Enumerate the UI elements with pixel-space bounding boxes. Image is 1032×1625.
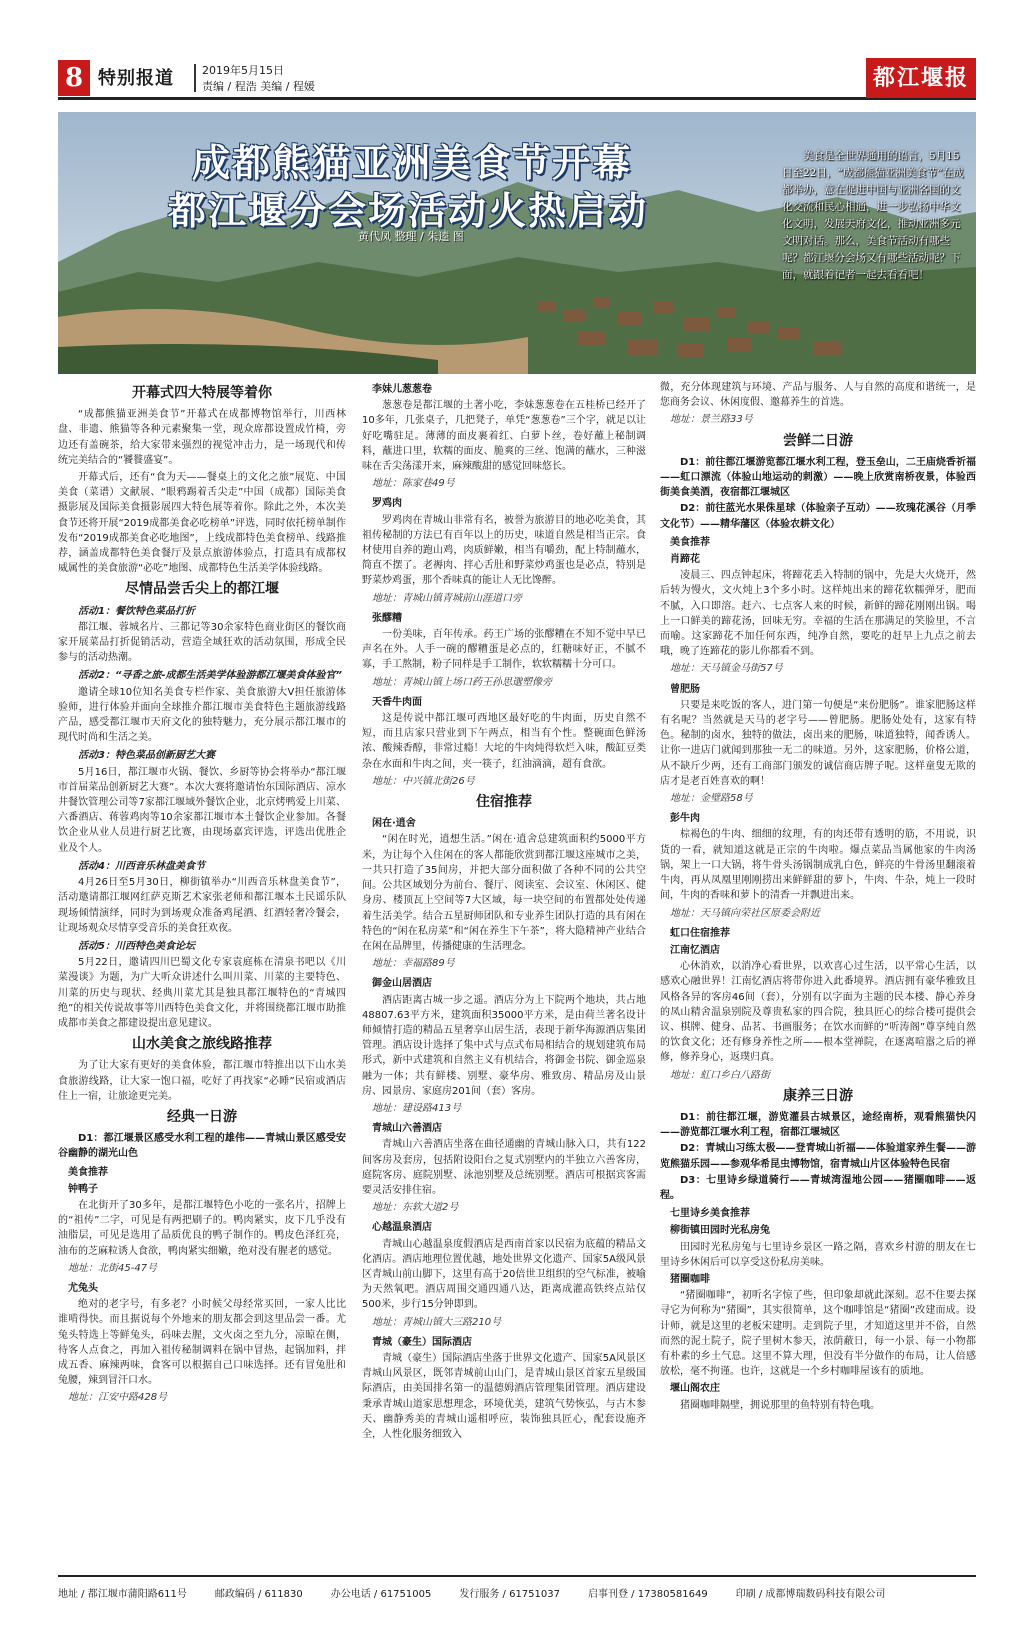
activity-title: 活动2：“寻香之旅-成都生活美学体验游都江堰美食体验官”	[78, 670, 342, 682]
hotel-name: 御金山居酒店	[372, 978, 432, 990]
itinerary-day: D1：前往都江堰，游览灌县古城景区，途经南桥，观看熊猫快闪——游览都江堰水利工程，宿都江堰城区	[660, 1111, 976, 1139]
paragraph: 邀请全球10位知名美食专栏作家、美食旅游大V担任旅游体验师，进行体验并面向全球推介都江堰市美食特色主题旅游线路产品，感受都江堰市天府文化的独特魅力，充分展示都江堰市的现代时尚和生活之美。	[58, 686, 346, 744]
section-heading: 住宿推荐	[476, 794, 532, 811]
footer-service-phone: 发行服务 / 61751037	[459, 1589, 560, 1600]
hotel-name: 青城山六善酒店	[372, 1123, 442, 1135]
intro-paragraph: 美食是全世界通用的语言，5月15日至22日，“成都熊猫亚洲美食节”在成都举办，意在促进中国与亚洲各国的文化交流和民心相通，进一步弘扬中华文化文明，发展天府文化，推动亚洲多元文明对话。那么，美食节活动有哪些呢？都江堰分会场又有哪些活动呢？下面，就跟着记者一起去看看吧！	[782, 150, 964, 281]
section-heading: 山水美食之旅线路推荐	[132, 1036, 272, 1053]
footer-printer: 印刷 / 成都博瑞数码科技有限公司	[735, 1589, 886, 1600]
paragraph: 一份美味，百年传承。药王广场的张醪糟在不知不觉中早已声名在外。人手一碗的醪糟蛋是必点的，红糖味好正，不腻不寡，手工熬制，粉子同样是手工制作，软软糯糯十分可口。	[362, 629, 646, 671]
column-2	[362, 380, 646, 1470]
dish-name: 柳街镇田园时光私房兔	[670, 1225, 770, 1237]
header-meta	[202, 63, 315, 95]
section-heading: 尝鲜二日游	[783, 432, 853, 449]
dish-name: 猪圈咖啡	[670, 1273, 710, 1285]
subheading: 美食推荐	[68, 1166, 108, 1178]
paragraph: 青城（豪生）国际酒店坐落于世界文化遗产、国家5A风景区青城山风景区，既邻青城前山山门，是青城山景区首家五星级国际酒店，由美国排名第一的温德姆酒店管理集团管理。酒店建设秉承青城山道家思想理念，环境优美，建筑气势恢弘，与古木参天、幽静秀美的青城山遥相呼应，装饰独具匠心，配套设施齐全，人性化服务细致入	[362, 1352, 646, 1440]
page-number: 8	[58, 60, 90, 96]
address: 地址：景兰路33号	[670, 414, 753, 426]
paragraph: “闲在时光，逍想生活。”闲在·逍舍总建筑面积约5000平方米，为让每个入住闲在的客人都能欣赏到都江堰这座城市之美，一共只打造了35间房，并把大部分面积做了各种不同的公共空间。公共区域划分为前台、餐厅、阅读室、会议室、休闲区、健身房、楼顶瓦上空间等7大区域，每一块空间的布置都处处传递着生活美学。结合五星厨师团队和专业养生团队打造的具有闲在特色的“闲在私房菜”和“闲在养生下午茶”，将大隐精神产业结合在闲在品牌里，传播健康的生活理念。	[362, 834, 646, 952]
byline: 黄代凤 整理 / 朱逵 图	[358, 230, 464, 243]
paragraph: 绝对的老字号，有多老？小时候父母经常买回，一家人比比谁啃得快。而且据说每个外地来的朋友都会到这里品尝一番。尤兔头特选上等鲜兔头，码味去腥，文火卤之至九分，凉晾在侧，待客人点食之，再加入祖传秘制调料在锅中冒热，起锅加料，拌成五香、麻辣两味，食客可以根据自己口味选择。还有冒兔肚和兔腰，辣到冒汗口水。	[58, 1299, 346, 1387]
address: 地址：青城山镇青城前山涯道口旁	[372, 592, 522, 604]
footer-address: 地址 / 都江堰市蒲阳路611号	[58, 1589, 187, 1600]
issue-date: 2019年5月15日	[202, 64, 284, 77]
paragraph: 4月26日至5月30日，柳街镇举办“川西音乐林盘美食节”，活动邀请都江堰网红萨克斯艺术家张老师和都江堰本土民谣乐队现场倾情演绎，同时为到场观众准备鸡尾酒、红酒轻奢冷餐会，让现场观众尽情享受音乐的美食狂欢夜。	[58, 877, 346, 934]
itinerary-day: D1：前往都江堰游览都江堰水利工程，登玉垒山，二王庙烧香祈福——虹口漂流（体验山地运动的刺激）——晚上欣赏南桥夜景，体验西街美食美酒，夜宿都江堰城区	[660, 456, 976, 499]
paragraph: 青城山六善酒店坐落在曲径通幽的青城山脉入口，共有122间客房及套房，包括附设阳台之复式别墅内的半独立六善客房，庭院客房、庭院别墅、泳池别墅及总统别墅。酒店可根据宾客需要灵活安排住宿。	[362, 1139, 646, 1196]
section-heading: 康养三日游	[783, 1087, 853, 1104]
hotel-name: 心越温泉酒店	[372, 1222, 432, 1234]
headline-line-1: 成都熊猫亚洲美食节开幕	[192, 140, 633, 185]
paragraph: 田园时光私房兔与七里诗乡景区一路之隔，喜欢乡村游的朋友在七里诗乡休闲后可以享受这份私房美味。	[660, 1241, 976, 1268]
paragraph: 心休消欢，以消净心看世界，以欢喜心过生活，以平常心生活，以感欢心融世界！江南忆酒店将带你进入此番境界。酒店拥有豪华雅致且风格各异的客房46间（套），分别有以字面为主题的民本楼、静心养身的凤山精舍温泉别院及尊贵私家的四合院，独具匠心的综合楼可提供会议、棋牌、健身、品茗、书画服务；在饮水而鲜的“听涛阁”尊享纯自然的饮食文化；还有修身养性之所——根本堂禅院，在逐离喧嚣之后的禅修，修养身心，返璞归真。	[660, 961, 976, 1064]
address: 地址：虹口乡白八路街	[670, 1069, 770, 1081]
paragraph: 都江堰、蓉城名片、三都记等30余家特色商业街区的餐饮商家开展菜品打折促销活动，营造全域狂欢的活动氛围，形成全民参与的活动热潮。	[58, 621, 346, 664]
activity-title: 活动1：餐饮特色菜品打折	[78, 605, 195, 617]
footer-zip: 邮政编码 / 611830	[214, 1589, 303, 1600]
page-footer	[58, 1575, 976, 1600]
address: 地址：中兴镇北街26号	[372, 775, 475, 787]
address: 地址：金璧路58号	[670, 793, 753, 805]
dish-name: 罗鸡肉	[372, 498, 402, 510]
dish-name: 彭牛肉	[670, 813, 700, 825]
paragraph: 为了让大家有更好的美食体验，都江堰市特推出以下山水美食旅游线路，让大家一饱口福，吃好了再找家“必睡”民宿或酒店住上一宿，让旅途更完美。	[58, 1060, 346, 1102]
address: 地址：陈家巷49号	[372, 478, 455, 490]
dish-name: 钟鸭子	[68, 1183, 98, 1195]
activity-title: 活动3：特色菜品创新厨艺大赛	[78, 750, 215, 762]
column-1	[58, 380, 346, 1470]
paragraph: 5月22日，邀请四川巴蜀文化专家袁庭栋在清泉书吧以《川菜漫谈》为题，为广大听众讲述什么叫川菜、川菜的主要特色、川菜的历史与现状、经典川菜尤其是独具都江堰特色的“青城四绝”的相关传说故事等川西特色美食文化，并将围绕都江堰市助推成都市美食之都建设提出意见建议。	[58, 957, 346, 1029]
activity-title: 活动4：川西音乐林盘美食节	[78, 860, 205, 872]
itinerary-day: D3：七里诗乡绿道骑行——青城湾湿地公园——猪圈咖啡——返程。	[660, 1174, 976, 1201]
paragraph: 葱葱卷是都江堰的土著小吃，李妹葱葱卷在五桂桥已经开了10多年，几张桌子，几把凳子，单凭“葱葱卷”三个字，就足以让好吃嘴驻足。薄薄的面皮裹着红、白萝卜丝，卷好蘸上秘制调料，蘸进口里，软糯的面皮、脆爽的三丝、饱满的蘸水，三种滋味在舌尖荡漾开来，麻辣酸甜的感觉回味悠长。	[362, 400, 646, 473]
headline-line-2: 都江堰分会场活动火热启动	[168, 188, 649, 233]
address: 地址：北街45-47号	[68, 1262, 158, 1274]
footer-office-phone: 办公电话 / 61751005	[330, 1589, 432, 1600]
paragraph: 这是传说中都江堰可西地区最好吃的牛肉面，历史自然不短，而且店家只营业到下午两点，相当有个性。整碗面色鲜汤浓、酸辣香醇，非常过瘾！大坨的牛肉炖得软烂入味，酸缸豆类杂在水面和牛肉之间，夹一筷子，红油滴滴，超有食欲。	[362, 713, 646, 770]
subheading: 虹口住宿推荐	[670, 927, 730, 939]
paragraph: 只要是来吃饭的客人，进门第一句便是“来份肥肠”。谁家肥肠这样有名呢？当然就是天马的老字号——曾肥肠。肥肠处处有，这家有特色。秘制的卤水，独特的做法，卤出来的肥肠，味道独特，闻香诱人。让你一进店门就闻到那独一无二的味道。另外，这家肥肠，价格公道，从不缺斤少两，还有工商部门颁发的诚信商店牌子呢。这样童叟无欺的店才是老百姓喜欢的啊！	[660, 699, 976, 787]
address: 地址：建设路413号	[372, 1102, 462, 1114]
paragraph: 青城山心越温泉度假酒店是西南首家以民宿为底蕴的精品文化酒店。酒店地理位置优越，地处世界文化遗产、国家5A级风景区青城山前山脚下，这里有高于20倍世卫组织的空气标准，被喻为天然氧吧。酒店周围交通四通八达，距离成灌高铁终点站仅500米，步行15分钟即到。	[362, 1238, 646, 1311]
address: 地址：东软大道2号	[372, 1202, 459, 1214]
activity-title: 活动5：川西特色美食论坛	[78, 940, 195, 952]
dish-name: 堰山阁农庄	[670, 1383, 720, 1395]
address: 地址：江安中路428号	[68, 1392, 168, 1404]
column-3	[660, 380, 976, 1470]
paragraph: 开幕式后，还有“食为天——餐桌上的文化之旅”展览、中国美食（菜谱）文献展、“眼鸦踢着舌尖走”中国（成都）国际美食摄影展及国际美食摄影展四大特色展等着你。除此之外，本次美食节还将开展“2019成都美食必吃榜单”评选，同时依托榜单制作发布“2019成都美食必吃地图”，上线成都特色美食榜单、线路推荐，涵盖成都特色美食餐厅及景点旅游体验点，打造具有成都权威属性的美食旅游“必吃”地图、成都特色生活美学体验线路。	[58, 472, 346, 575]
paragraph: 5月16日，都江堰市火锅、餐饮、乡厨等协会将举办“都江堰市首届菜品创新厨艺大赛”。本次大赛将邀请怡东国际酒店、凉水井餐饮管理公司等7家都江堰域外餐饮企业，北京烤鸭爱上川菜、六番酒店、蒋蓉鸡肉等10余家都江堰市本土餐饮企业参加。各餐饮企业从业人员进行厨艺比赛，由现场嘉宾评选，评选出优胜企业及个人。	[58, 766, 346, 854]
address: 地址：青城山镇大三路210号	[372, 1316, 502, 1328]
dish-name: 尤兔头	[68, 1282, 98, 1294]
itinerary-day: D1：都江堰景区感受水利工程的雄伟——青城山景区感受安谷幽静的湖光山色	[58, 1133, 346, 1160]
itinerary-day: D2：青城山习练太极——登青城山祈福——体验道家养生餐——游览熊猫乐园——参观华希昆虫博物馆，宿青城山片区体验特色民宿	[660, 1143, 976, 1170]
banner	[58, 112, 976, 374]
paragraph: 棕褐色的牛肉、细细的纹理，有的肉还带有透明的筋，不用说，识货的一看，就知道这就是正宗的牛肉啦。爆点菜品当属他家的牛肉汤锅，架上一口大锅，将牛骨头汤锅制成乳白色，鲜亮的牛骨汤里翻滚着牛肉，再从凤凰里刚刚捞出来鲜鲜甜的萝卜，牛肉、牛杂，炖上一段时间，牛肉的香味和萝卜的清香一并飘进出来。	[660, 829, 976, 902]
dish-name: 曾肥肠	[670, 683, 700, 695]
paragraph: “猪圈咖啡”，初听名字惊了些，但印象却就此深刻。忍不住要去探寻它为何称为“猪圈”，其实很简单，这个咖啡馆是“猪圈”改建而成。设计师，就是这里的老板宋建明。走到院子里，才知道这里并不俗，自然而然的泥土院子，院子里树木参天，浓荫蔽日，每一小景、每一小物都有朴素的乡土气息。这里不算大理，但没有半分做作的布局，让人倍感放松，毫不拘谨。也许，这就是一个乡村咖啡屋该有的质地。	[660, 1290, 976, 1378]
page-header	[58, 58, 976, 100]
hotel-name: 江南忆酒店	[670, 944, 720, 956]
paragraph: 在北街开了30多年，是都江堰特色小吃的一张名片，招牌上的“祖传”二字，可见是有两把刷子的。鸭肉紧实，皮下几乎没有油脂层，可见是选用了品质优良的鸭子制作的。鸭皮色泽红亮，油布的芝麻粒诱人食欲，鸭肉紧实细嫩，绝对没有腥老的感觉。	[58, 1199, 346, 1257]
address: 地址：幸福路89号	[372, 958, 455, 970]
address: 地址：天马镇金马街57号	[670, 663, 783, 675]
header-divider	[194, 64, 196, 92]
section-heading: 尽情品尝舌尖上的都江堰	[125, 581, 279, 598]
dish-name: 李妹儿葱葱卷	[372, 384, 432, 395]
hotel-name: 闲在·逍舍	[372, 818, 416, 830]
itinerary-day: D2：前往蓝光水果侏星球（体验亲子互动）——玫瑰花溪谷（月季文化节）——精华藩区（体验农耕文化）	[660, 503, 976, 530]
address: 地址：青城山镇上场口药王孙思邈塑像旁	[372, 676, 552, 688]
footer-ads-phone: 启事刊登 / 17380581649	[587, 1589, 708, 1600]
section-heading: 经典一日游	[167, 1108, 237, 1125]
paragraph: 微，充分体现建筑与环境、产品与服务、人与自然的高度和谐统一，是您商务会议、休闲度假、邀幕养生的首选。	[660, 382, 976, 409]
paragraph: 罗鸡肉在青城山非常有名，被誉为旅游目的地必吃美食，其祖传秘制的方法已有百年以上的历史，味道自然是相当正宗。食材使用自养的跑山鸡，肉质鲜嫩，相当有嚼劲，配上特制蘸水，简直不摆了。老褥肉、拌心舌肚和野菜炒鸡蛋也是必点，特别是野菜炒鸡蛋，那个香味真的能让人无比馋醉。	[362, 514, 646, 587]
dish-name: 肖蹄花	[670, 554, 700, 566]
address: 地址：天马镇向荣社区原委会附近	[670, 907, 820, 919]
section-title: 特别报道	[98, 68, 174, 89]
editors: 责编 / 程浩 美编 / 程媛	[202, 80, 315, 93]
subheading: 七里诗乡美食推荐	[670, 1208, 750, 1220]
dish-name: 张醪糟	[372, 612, 402, 624]
hotel-name: 青城（豪生）国际酒店	[372, 1336, 472, 1348]
section-heading: 开幕式四大特展等着你	[132, 385, 272, 401]
subheading: 美食推荐	[670, 536, 710, 548]
paragraph: 凌晨三、四点钟起床，将蹄花丢入特制的锅中，先是大火烧开，然后转为慢火，文火炖上3个多小时。这样炖出来的蹄花软糯弹牙，肥而不腻，入口即溶。赶六、七点客人来的时候，新鲜的蹄花刚刚出锅。喝上一口鲜美的蹄花汤，回味无穷。幸福的生活在那满足的笑脸里，不言而喻。这家蹄花不加任何东西，纯净自然，要吃的赶早上九点之前去哦，晚了连蹄花的影儿你都看不到。	[660, 570, 976, 658]
paragraph: “成都熊猫亚洲美食节”开幕式在成都博物馆举行，川西林盘、非遗、熊猫等各种元素聚集一堂，现众席都设置成竹椅，旁边还有盖碗茶，给大家带来强烈的视觉冲击力，是一场现代和传统完美结合的“饕餮盛宴”。	[58, 409, 346, 466]
paragraph: 猪圈咖啡隔壁，拥说那里的鱼特别有特色哦。	[680, 1399, 880, 1411]
dish-name: 天香牛肉面	[372, 696, 422, 708]
newspaper-masthead-logo: 都江堰报	[866, 58, 976, 98]
paragraph: 酒店距离古城一步之遥。酒店分为上下院两个地块，共占地48807.63平方米，建筑面积35000平方米，是由荷兰著名设计师倾情打造的精品五星奢享山居生活，表现于新华海源酒店集团管理。酒店设计选择了集中式与点式布局相结合的规划建筑布局形式，新中式建筑和自然主义有机结合，将御金书院、御金巡泉融为一体；共有鲜楼、别墅、豪华房、雅致房、精品房及山景房、园景房、家庭房201间（套）客房。	[362, 994, 646, 1097]
